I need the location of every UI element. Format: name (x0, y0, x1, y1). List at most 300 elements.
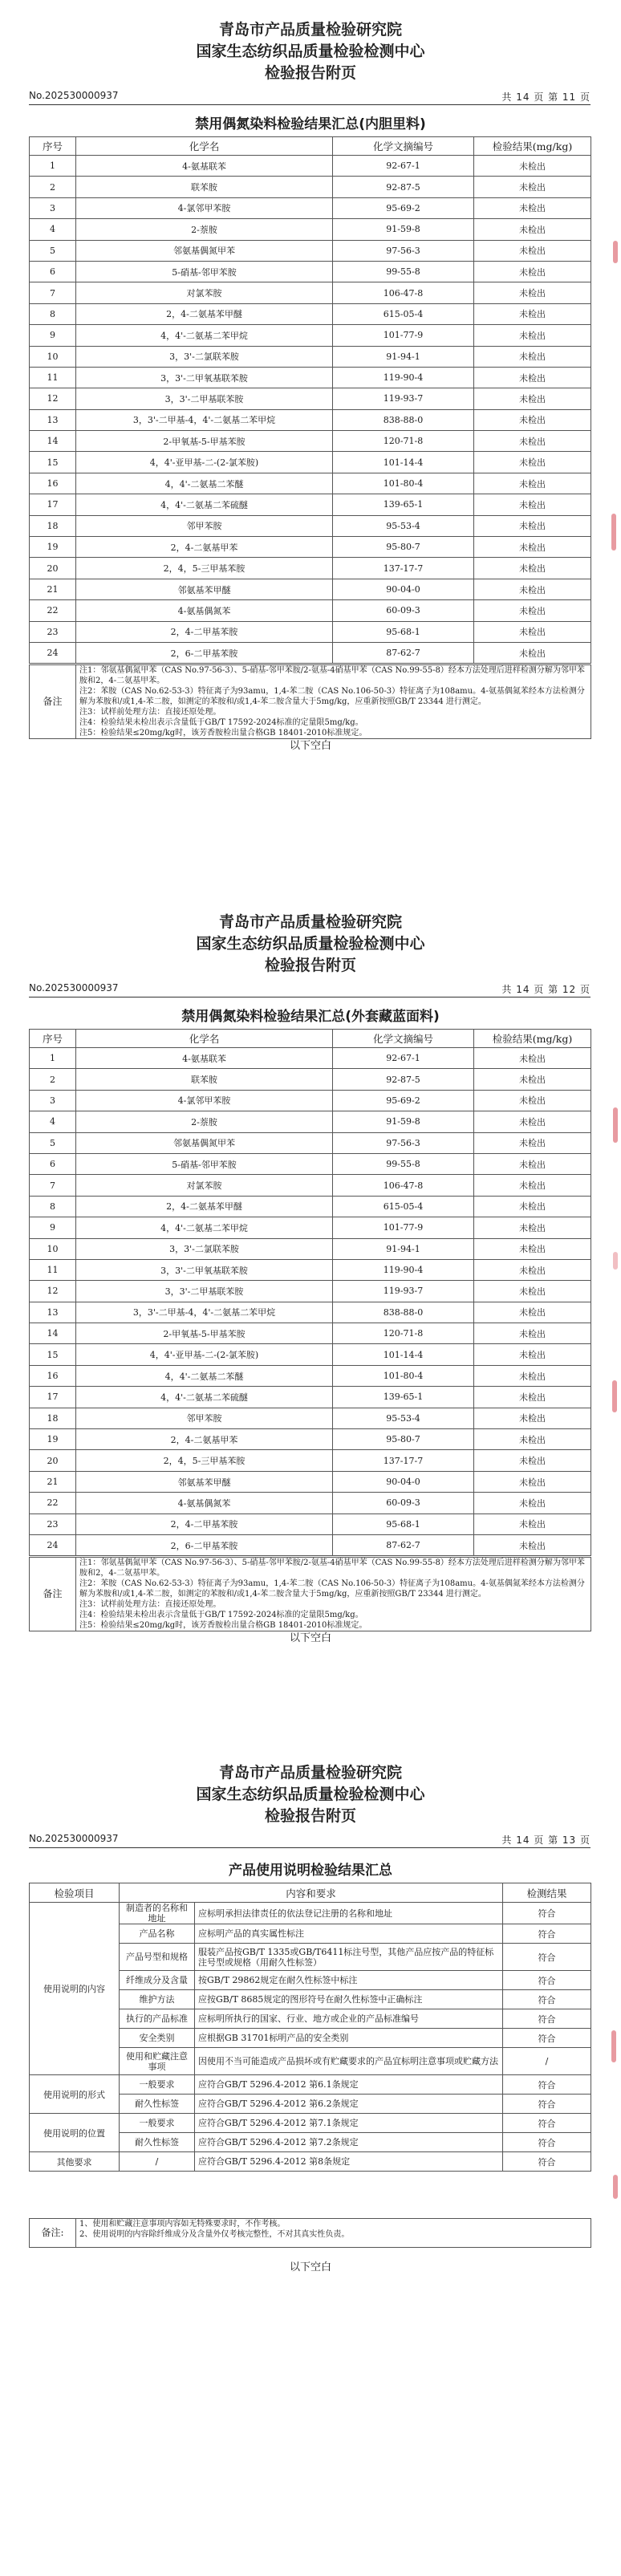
row-index: 5 (30, 240, 76, 261)
table-header-row (30, 1883, 591, 1903)
row-index: 8 (30, 1196, 76, 1217)
cas-number: 120-71-8 (333, 431, 474, 452)
test-result: 未检出 (474, 452, 591, 473)
chemical-name: 2，4，5-三甲基苯胺 (76, 1450, 333, 1471)
table-row (30, 1259, 591, 1280)
notes-content (76, 2219, 591, 2248)
chemical-name: 2，4-二氨基苯甲醚 (76, 303, 333, 324)
cas-number: 101-14-4 (333, 1344, 474, 1365)
table-row (30, 1344, 591, 1365)
note-line: 注3：试样前处理方法：直接还原处理。 (79, 1600, 221, 1609)
cas-number: 60-09-3 (333, 600, 474, 621)
test-result: 未检出 (474, 1281, 591, 1302)
note-line: 注1：邻氨基偶氮甲苯（CAS No.97-56-3）、5-硝基-邻甲苯胺/2-氨基-4硝基甲苯（CAS No.99-55-8）经本方法处理后进样检测分解为邻甲苯胺和2，4-二氨基甲苯。 (79, 666, 585, 685)
row-index: 7 (30, 282, 76, 303)
test-result: 未检出 (474, 1471, 591, 1492)
test-result: 未检出 (474, 1450, 591, 1471)
col-header-index: 序号 (30, 137, 76, 156)
azo-notes-table (29, 1557, 591, 1631)
table-row (30, 1090, 591, 1111)
requirement-text: 应按GB/T 8685规定的图形符号在耐久性标签中正确标注 (195, 1990, 503, 2009)
check-item: 执行的产品标准 (120, 2009, 195, 2029)
requirement-text: 应标明产品的真实属性标注 (195, 1924, 503, 1944)
chemical-name: 3，3'-二甲基-4，4'-二氨基二苯甲烷 (76, 1302, 333, 1323)
table-row (30, 1450, 591, 1471)
test-result: 未检出 (474, 1048, 591, 1069)
chemical-name: 联苯胺 (76, 1069, 333, 1090)
chemical-name: 2，4-二甲基苯胺 (76, 621, 333, 642)
test-result: 未检出 (474, 642, 591, 663)
requirement-text: 应标明承担法律责任的依法登记注册的名称和地址 (195, 1903, 503, 1924)
cas-number: 90-04-0 (333, 579, 474, 599)
requirement-text: 应根据GB 31701标明产品的安全类别 (195, 2029, 503, 2048)
test-result: 未检出 (474, 240, 591, 261)
chemical-name: 2-甲氧基-5-甲基苯胺 (76, 431, 333, 452)
check-result: 符合 (503, 1903, 591, 1924)
requirement-text: 应符合GB/T 5296.4-2012 第6.1条规定 (195, 2075, 503, 2095)
cas-number: 101-77-9 (333, 325, 474, 346)
row-index: 1 (30, 1048, 76, 1069)
test-result: 未检出 (474, 1217, 591, 1238)
usage-instructions-table (29, 1883, 591, 2172)
table-row (30, 1069, 591, 1090)
test-result: 未检出 (474, 1408, 591, 1428)
table-row (30, 1903, 591, 1924)
test-result: 未检出 (474, 1365, 591, 1386)
test-result: 未检出 (474, 579, 591, 599)
table-row (30, 431, 591, 452)
row-index: 14 (30, 431, 76, 452)
chemical-name: 3，3'-二甲氧基联苯胺 (76, 367, 333, 388)
notes-label: 备注: (30, 2219, 76, 2248)
chemical-name: 4，4'-二氨基二苯甲烷 (76, 325, 333, 346)
test-result: 未检出 (474, 303, 591, 324)
row-index: 24 (30, 642, 76, 663)
table-header-row (30, 1030, 591, 1048)
cas-number: 92-67-1 (333, 156, 474, 177)
check-result: 符合 (503, 1924, 591, 1944)
row-index: 21 (30, 579, 76, 599)
seal-stamp-mark (611, 2030, 616, 2062)
row-index: 19 (30, 537, 76, 558)
row-index: 2 (30, 1069, 76, 1090)
center-name: 国家生态纺织品质量检验检测中心 (196, 43, 425, 60)
table-row (30, 2114, 591, 2133)
cas-number: 99-55-8 (333, 1153, 474, 1174)
table-row (30, 1514, 591, 1534)
col-header-chemical: 化学名 (76, 137, 333, 156)
check-item: 使用和贮藏注意事项 (120, 2048, 195, 2075)
row-index: 17 (30, 1387, 76, 1408)
azo-dye-table (29, 136, 591, 664)
chemical-name: 邻氨基偶氮甲苯 (76, 240, 333, 261)
azo-dye-table (29, 1029, 591, 1556)
row-index: 2 (30, 177, 76, 197)
row-index: 22 (30, 1493, 76, 1514)
table-row (30, 1365, 591, 1386)
cas-number: 97-56-3 (333, 240, 474, 261)
report-number: No.202530000937 (29, 90, 119, 101)
check-item: 产品号型和规格 (120, 1944, 195, 1971)
cas-number: 92-87-5 (333, 1069, 474, 1090)
blank-below-marker: 以下空白 (289, 2261, 331, 2273)
test-result: 未检出 (474, 515, 591, 536)
note-line: 1、使用和贮藏注意事项内容如无特殊要求时，不作考核。 (79, 2220, 286, 2229)
row-index: 3 (30, 1090, 76, 1111)
row-index: 6 (30, 261, 76, 282)
check-item: 一般要求 (120, 2114, 195, 2133)
table-row (30, 367, 591, 388)
test-result: 未检出 (474, 409, 591, 430)
test-result: 未检出 (474, 558, 591, 579)
test-result: 未检出 (474, 1090, 591, 1111)
chemical-name: 2-萘胺 (76, 219, 333, 240)
notes-content (76, 1558, 591, 1631)
institute-name: 青岛市产品质量检验研究院 (218, 1764, 402, 1782)
cas-number: 137-17-7 (333, 1450, 474, 1471)
chemical-name: 5-硝基-邻甲苯胺 (76, 261, 333, 282)
row-index: 9 (30, 1217, 76, 1238)
row-index: 11 (30, 367, 76, 388)
test-result: 未检出 (474, 600, 591, 621)
check-result: 符合 (503, 2029, 591, 2048)
chemical-name: 4，4'-二氨基二苯硫醚 (76, 494, 333, 515)
test-result: 未检出 (474, 1323, 591, 1344)
row-index: 5 (30, 1132, 76, 1153)
cas-number: 101-77-9 (333, 1217, 474, 1238)
group-name: 使用说明的形式 (30, 2075, 120, 2114)
cas-number: 95-69-2 (333, 197, 474, 218)
table-row (30, 1408, 591, 1428)
requirement-text: 应符合GB/T 5296.4-2012 第8条规定 (195, 2152, 503, 2172)
check-item: 耐久性标签 (120, 2133, 195, 2152)
table-row (30, 1493, 591, 1514)
table-row (30, 1111, 591, 1132)
check-item: 制造者的名称和地址 (120, 1903, 195, 1924)
test-result: 未检出 (474, 325, 591, 346)
notes-label: 备注 (30, 665, 76, 739)
col-header-result: 检验结果(mg/kg) (474, 137, 591, 156)
table-row (30, 1217, 591, 1238)
check-result: 符合 (503, 2114, 591, 2133)
note-line: 注4：检验结果未检出表示含量低于GB/T 17592-2024标准的定量限5mg/kg。 (79, 1611, 363, 1619)
check-result: 符合 (503, 2075, 591, 2095)
center-name: 国家生态纺织品质量检验检测中心 (196, 1786, 425, 1803)
cas-number: 101-80-4 (333, 473, 474, 494)
chemical-name: 4-氨基联苯 (76, 156, 333, 177)
table-row (30, 303, 591, 324)
chemical-name: 3，3'-二氯联苯胺 (76, 1238, 333, 1259)
table-row (30, 1387, 591, 1408)
cas-number: 139-65-1 (333, 494, 474, 515)
test-result: 未检出 (474, 1514, 591, 1534)
chemical-name: 2，4-二氨基苯甲醚 (76, 1196, 333, 1217)
check-result: 符合 (503, 2095, 591, 2114)
seal-stamp-mark (613, 1252, 618, 1270)
test-result: 未检出 (474, 473, 591, 494)
row-index: 23 (30, 1514, 76, 1534)
chemical-name: 邻甲苯胺 (76, 515, 333, 536)
cas-number: 95-69-2 (333, 1090, 474, 1111)
check-result: 符合 (503, 1944, 591, 1971)
cas-number: 838-88-0 (333, 409, 474, 430)
group-name: 其他要求 (30, 2152, 120, 2172)
test-result: 未检出 (474, 1534, 591, 1555)
note-line: 注1：邻氨基偶氮甲苯（CAS No.97-56-3）、5-硝基-邻甲苯胺/2-氨基-4硝基甲苯（CAS No.99-55-8）经本方法处理后进样检测分解为邻甲苯胺和2，4-二氨基甲苯。 (79, 1558, 585, 1578)
cas-number: 87-62-7 (333, 1534, 474, 1555)
check-result: 符合 (503, 2009, 591, 2029)
chemical-name: 4-氨基偶氮苯 (76, 1493, 333, 1514)
requirement-text: 按GB/T 29862规定在耐久性标签中标注 (195, 1971, 503, 1990)
check-result: 符合 (503, 2152, 591, 2172)
test-result: 未检出 (474, 1069, 591, 1090)
chemical-name: 邻氨基苯甲醚 (76, 579, 333, 599)
chemical-name: 3，3'-二甲氧基联苯胺 (76, 1259, 333, 1280)
cas-number: 92-67-1 (333, 1048, 474, 1069)
col-header-chemical: 化学名 (76, 1030, 333, 1048)
table-row (30, 1323, 591, 1344)
test-result: 未检出 (474, 1429, 591, 1450)
test-result: 未检出 (474, 431, 591, 452)
cas-number: 95-80-7 (333, 1429, 474, 1450)
requirement-text: 应符合GB/T 5296.4-2012 第7.2条规定 (195, 2133, 503, 2152)
chemical-name: 邻氨基偶氮甲苯 (76, 1132, 333, 1153)
center-name: 国家生态纺织品质量检验检测中心 (196, 935, 425, 953)
cas-number: 119-90-4 (333, 1259, 474, 1280)
col-header-cas: 化学文摘编号 (333, 1030, 474, 1048)
chemical-name: 4-氯邻甲苯胺 (76, 197, 333, 218)
row-index: 14 (30, 1323, 76, 1344)
check-result: 符合 (503, 1971, 591, 1990)
azo-notes-table (29, 664, 591, 739)
row-index: 7 (30, 1175, 76, 1196)
row-index: 20 (30, 1450, 76, 1471)
row-index: 18 (30, 1408, 76, 1428)
requirement-text: 应符合GB/T 5296.4-2012 第6.2条规定 (195, 2095, 503, 2114)
chemical-name: 4，4'-二氨基二苯醚 (76, 473, 333, 494)
row-index: 10 (30, 346, 76, 367)
chemical-name: 对氯苯胺 (76, 1175, 333, 1196)
cas-number: 120-71-8 (333, 1323, 474, 1344)
report-number: No.202530000937 (29, 1833, 119, 1844)
notes-label: 备注 (30, 1558, 76, 1631)
col-header-requirement: 内容和要求 (120, 1883, 503, 1903)
test-result: 未检出 (474, 1259, 591, 1280)
table-row (30, 1429, 591, 1450)
check-item: 产品名称 (120, 1924, 195, 1944)
cas-number: 91-94-1 (333, 1238, 474, 1259)
report-number: No.202530000937 (29, 982, 119, 993)
test-result: 未检出 (474, 1302, 591, 1323)
header-divider (29, 1847, 591, 1848)
row-index: 8 (30, 303, 76, 324)
test-result: 未检出 (474, 197, 591, 218)
table-row (30, 325, 591, 346)
test-result: 未检出 (474, 1493, 591, 1514)
cas-number: 119-90-4 (333, 367, 474, 388)
section-title: 禁用偶氮染料检验结果汇总(外套藏蓝面料) (181, 1009, 440, 1025)
chemical-name: 2，4，5-三甲基苯胺 (76, 558, 333, 579)
chemical-name: 对氯苯胺 (76, 282, 333, 303)
row-index: 13 (30, 1302, 76, 1323)
cas-number: 92-87-5 (333, 177, 474, 197)
test-result: 未检出 (474, 1175, 591, 1196)
cas-number: 90-04-0 (333, 1471, 474, 1492)
test-result: 未检出 (474, 156, 591, 177)
chemical-name: 2-萘胺 (76, 1111, 333, 1132)
test-result: 未检出 (474, 1238, 591, 1259)
header-divider (29, 104, 591, 105)
check-item: 安全类别 (120, 2029, 195, 2048)
cas-number: 95-53-4 (333, 515, 474, 536)
row-index: 4 (30, 219, 76, 240)
test-result: 未检出 (474, 1153, 591, 1174)
page-count: 共 14 页 第 13 页 (501, 1834, 591, 1846)
chemical-name: 4-氨基偶氮苯 (76, 600, 333, 621)
chemical-name: 4，4'-亚甲基-二-(2-氯苯胺) (76, 1344, 333, 1365)
seal-stamp-mark (613, 241, 618, 263)
table-row (30, 1153, 591, 1174)
table-row (30, 177, 591, 197)
blank-below-marker: 以下空白 (289, 740, 331, 752)
table-row (30, 1175, 591, 1196)
row-index: 10 (30, 1238, 76, 1259)
row-index: 13 (30, 409, 76, 430)
usage-notes-table (29, 2218, 591, 2248)
check-item: 维护方法 (120, 1990, 195, 2009)
note-line: 注5：检验结果≤20mg/kg时，该芳香胺检出量合格GB 18401-2010标准规定。 (79, 1621, 367, 1630)
test-result: 未检出 (474, 346, 591, 367)
chemical-name: 邻甲苯胺 (76, 1408, 333, 1428)
table-row (30, 1132, 591, 1153)
table-row (30, 197, 591, 218)
table-row (30, 1281, 591, 1302)
cas-number: 99-55-8 (333, 261, 474, 282)
chemical-name: 3，3'-二甲基-4，4'-二氨基二苯甲烷 (76, 409, 333, 430)
test-result: 未检出 (474, 367, 591, 388)
table-row (30, 1471, 591, 1492)
table-row (30, 600, 591, 621)
table-row (30, 346, 591, 367)
cas-number: 101-80-4 (333, 1365, 474, 1386)
chemical-name: 3，3'-二甲基联苯胺 (76, 1281, 333, 1302)
institute-name: 青岛市产品质量检验研究院 (218, 21, 402, 39)
table-row (30, 579, 591, 599)
cas-number: 101-14-4 (333, 452, 474, 473)
table-row (30, 261, 591, 282)
note-line: 注3：试样前处理方法：直接还原处理。 (79, 708, 221, 717)
cas-number: 106-47-8 (333, 282, 474, 303)
row-index: 21 (30, 1471, 76, 1492)
row-index: 4 (30, 1111, 76, 1132)
col-header-item: 检验项目 (30, 1883, 120, 1903)
row-index: 24 (30, 1534, 76, 1555)
requirement-text: 因使用不当可能造成产品损坏或有贮藏要求的产品宜标明注意事项或贮藏方法 (195, 2048, 503, 2075)
table-row (30, 452, 591, 473)
row-index: 15 (30, 1344, 76, 1365)
test-result: 未检出 (474, 282, 591, 303)
chemical-name: 4-氯邻甲苯胺 (76, 1090, 333, 1111)
cas-number: 137-17-7 (333, 558, 474, 579)
row-index: 11 (30, 1259, 76, 1280)
test-result: 未检出 (474, 494, 591, 515)
cas-number: 91-59-8 (333, 1111, 474, 1132)
table-row (30, 156, 591, 177)
cas-number: 119-93-7 (333, 1281, 474, 1302)
table-row (30, 1048, 591, 1069)
chemical-name: 2，4-二甲基苯胺 (76, 1514, 333, 1534)
row-index: 12 (30, 388, 76, 409)
row-index: 12 (30, 1281, 76, 1302)
col-header-cas: 化学文摘编号 (333, 137, 474, 156)
seal-stamp-mark (613, 1107, 618, 1143)
row-index: 15 (30, 452, 76, 473)
row-index: 16 (30, 473, 76, 494)
cas-number: 119-93-7 (333, 388, 474, 409)
table-row (30, 2075, 591, 2095)
test-result: 未检出 (474, 219, 591, 240)
chemical-name: 2-甲氧基-5-甲基苯胺 (76, 1323, 333, 1344)
row-index: 18 (30, 515, 76, 536)
table-row (30, 282, 591, 303)
note-line: 注2：苯胺（CAS No.62-53-3）特征离子为93amu，1,4-苯二胺（CAS No.106-50-3）特征离子为108amu。4-氨基偶氮苯经本方法检测分解为苯胺和/或1,4-苯二胺，如测定的苯胺和/或1,4-苯二胺含量大于5mg/kg，应重新按照GB/T 23344 进行测定。 (79, 1579, 585, 1599)
table-row (30, 1302, 591, 1323)
blank-below-marker: 以下空白 (289, 1632, 331, 1644)
chemical-name: 2，4-二氨基甲苯 (76, 1429, 333, 1450)
test-result: 未检出 (474, 537, 591, 558)
report-subtitle: 检验报告附页 (264, 1807, 356, 1825)
test-result: 未检出 (474, 388, 591, 409)
row-index: 3 (30, 197, 76, 218)
table-row (30, 558, 591, 579)
row-index: 20 (30, 558, 76, 579)
row-index: 17 (30, 494, 76, 515)
check-item: 耐久性标签 (120, 2095, 195, 2114)
table-header-row (30, 137, 591, 156)
test-result: 未检出 (474, 1111, 591, 1132)
chemical-name: 5-硝基-邻甲苯胺 (76, 1153, 333, 1174)
table-row (30, 494, 591, 515)
col-header-result: 检验结果(mg/kg) (474, 1030, 591, 1048)
row-index: 16 (30, 1365, 76, 1386)
cas-number: 95-68-1 (333, 1514, 474, 1534)
group-name: 使用说明的内容 (30, 1903, 120, 2075)
chemical-name: 3，3'-二甲基联苯胺 (76, 388, 333, 409)
chemical-name: 2，4-二氨基甲苯 (76, 537, 333, 558)
row-index: 1 (30, 156, 76, 177)
note-line: 2、使用说明的内容除纤维成分及含量外仅考核完整性，不对其真实性负责。 (79, 2230, 350, 2239)
table-row (30, 642, 591, 663)
seal-stamp-mark (613, 2175, 618, 2199)
row-index: 9 (30, 325, 76, 346)
institute-name: 青岛市产品质量检验研究院 (218, 913, 402, 931)
table-row (30, 409, 591, 430)
test-result: 未检出 (474, 621, 591, 642)
page-count: 共 14 页 第 11 页 (501, 91, 591, 103)
note-line: 注2：苯胺（CAS No.62-53-3）特征离子为93amu，1,4-苯二胺（CAS No.106-50-3）特征离子为108amu。4-氨基偶氮苯经本方法检测分解为苯胺和/或1,4-苯二胺，如测定的苯胺和/或1,4-苯二胺含量大于5mg/kg，应重新按照GB/T 23344 进行测定。 (79, 687, 585, 706)
chemical-name: 联苯胺 (76, 177, 333, 197)
chemical-name: 3，3'-二氯联苯胺 (76, 346, 333, 367)
col-header-index: 序号 (30, 1030, 76, 1048)
section-title: 产品使用说明检验结果汇总 (229, 1863, 392, 1879)
row-index: 6 (30, 1153, 76, 1174)
chemical-name: 4，4'-二氨基二苯甲烷 (76, 1217, 333, 1238)
cas-number: 91-59-8 (333, 219, 474, 240)
requirement-text: 服装产品按GB/T 1335或GB/T6411标注号型，其他产品应按产品的特征标注号型或规格（用耐久性标签） (195, 1944, 503, 1971)
test-result: 未检出 (474, 261, 591, 282)
test-result: 未检出 (474, 177, 591, 197)
table-row (30, 1238, 591, 1259)
